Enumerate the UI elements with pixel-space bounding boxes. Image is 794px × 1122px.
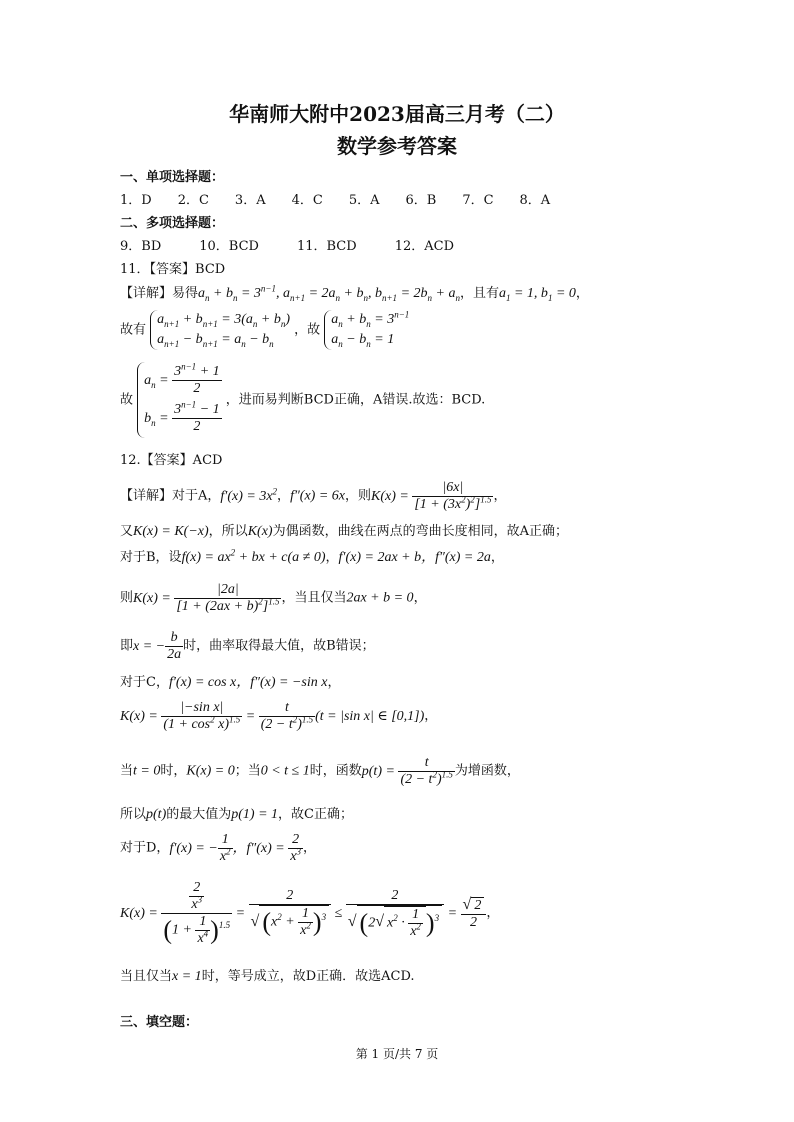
section-single-choice-heading: 一、单项选择题：	[120, 170, 225, 185]
q12-f-second-a: f″(x) = 6x	[290, 488, 345, 504]
q12-curvature-c-line: K(x) = $\frac{\text{|−sin x|}}{(1 + \cos^2 x)^{1.5}}$ = $\frac{t}{(2 - t^2)^{1.5}}$ (t = |sin x| ∈ [0,1])，	[120, 700, 438, 732]
q12-x-equals-1: x = 1	[172, 969, 202, 984]
q11-final-line	[120, 362, 485, 438]
q12-k-symbol: K(x)	[247, 524, 273, 539]
q12-p12-prefix: 当且仅当	[120, 969, 173, 984]
q12-curvature-d: K(x) = $\frac{2}{x^3}$ (1 + $\frac{1}{x^4}$ )$^{1.5}$ = 2 √ ($x^2$ + $\frac{1}{x^2}$ )$^3$ ≤ 2 √ (2√ $x^2$ · $\frac{1}{x^2}$ )$^3$ = $\frac{√ 2}{2}$	[120, 906, 486, 921]
answer-2: 2．C	[177, 193, 209, 208]
q12-p-function: p(t) = $\frac{t}{(2 - t^2)^{1.5}}$	[361, 755, 453, 787]
q11-detail-label: 【详解】易得	[120, 286, 199, 301]
q12-part-c: 对于C，f′(x) = cos x，f″(x) = −sin x，	[120, 675, 341, 690]
q12-derivatives-b: f′(x) = 2ax + b，f″(x) = 2a	[338, 550, 491, 565]
q11-given-text: ，且有	[459, 286, 499, 301]
q12-p8-t3: 时，函数	[309, 763, 362, 779]
section-multi-choice-heading: 二、多项选择题：	[120, 216, 225, 231]
q12-p2-prefix: 又	[120, 524, 134, 539]
q12-part-d: 对于D，f′(x) = − $\frac{1}{x^2}$ ，f″(x) = $\frac{2}{x^3}$ ，	[120, 832, 316, 864]
q12-p2-mid: ，所以	[208, 524, 248, 539]
q12-part-a: 【详解】对于A，$f'(x) = 3x^2$，f″(x) = 6x，则K(x) = $\frac{|6x|}{[1 + (3x^2)^2]^{1.5}}$ ，	[120, 480, 507, 512]
q11-final-prefix: 故	[120, 392, 134, 408]
title-school: 华南师大附中2023届高三月考（二）	[229, 102, 565, 126]
q12-max-line	[120, 803, 353, 823]
q12-p9-prefix: 所以	[120, 807, 147, 822]
q12-p2-text: 为偶函数，曲线在两点的弯曲长度相同，故A正确；	[272, 524, 568, 539]
answer-12: 12．ACD	[394, 239, 454, 254]
q12-even-line	[120, 520, 568, 540]
q12-p-symbol: p(t)	[146, 807, 167, 822]
q12-derivatives-d: f′(x) = − $\frac{1}{x^2}$ ，f″(x) = $\frac{2}{x^3}$	[169, 832, 301, 864]
q12-p8-t2: ；当	[234, 763, 261, 779]
answer-11: 11．BCD	[296, 239, 357, 254]
q12-p12-text: 时，等号成立，故D正确．故选ACD.	[201, 969, 415, 984]
q12-p5-text: 时，曲率取得最大值，故B错误；	[183, 638, 375, 654]
q12-condition-b: 2ax + b = 0	[346, 590, 414, 606]
page-footer: 第 1 页/共 7 页	[355, 1047, 439, 1061]
q12-p8-t4: 为增函数，	[454, 763, 520, 779]
q11-case2-prefix: ，故	[294, 322, 321, 338]
q12-quadratic: $f(x) = ax^2$ + bx + c(a ≠ 0)	[181, 547, 326, 565]
q12-t-zero: t = 0	[133, 763, 161, 779]
title-subject: 数学参考答案	[337, 134, 457, 158]
answer-5: 5．A	[348, 193, 380, 208]
q12-curvature-b: K(x) = $\frac{|2a|}{[1 + (2ax + b)^2]^{1.5}}$	[133, 582, 280, 614]
q12-curvature-d-line: K(x) = $\frac{2}{x^3}$ (1 + $\frac{1}{x^4}$ )$^{1.5}$ = 2 √ ($x^2$ + $\frac{1}{x^2}$ )$^3$ ≤ 2 √ (2√ $x^2$ · $\frac{1}{x^2}$ )$^3$ = $\frac{√ 2}{2}$ ，	[120, 880, 500, 946]
q12-p9-mid: 的最大值为	[166, 807, 232, 822]
answer-3: 3．A	[234, 193, 266, 208]
multi-choice-answers	[120, 235, 492, 254]
q11-final-text: ，进而易判断BCD正确，A错误.故选：BCD.	[225, 392, 486, 408]
q12-p4-prefix: 则	[120, 590, 134, 606]
q12-extreme-line	[120, 630, 375, 663]
q11-answer-line: 11．【答案】BCD	[120, 262, 226, 277]
q12-p8-t1: 时，	[160, 763, 187, 779]
q11-closed-form: $a_n$ = $\frac{3^{n-1} + 1}{2}$ $b_n$ = $\frac{3^{n-1} - 1}{2}$	[137, 362, 221, 438]
q12-p6-prefix: 对于C，	[120, 675, 169, 690]
q12-k-zero: K(x) = 0	[186, 763, 235, 779]
answer-1: 1．D	[120, 193, 152, 208]
q12-curvature-a: K(x) = $\frac{|6x|}{[1 + (3x^2)^2]^{1.5}}$	[371, 480, 492, 512]
q12-p8-prefix: 当	[120, 763, 134, 779]
answer-7: 7．C	[462, 193, 494, 208]
answer-9: 9．BD	[120, 239, 162, 254]
q11-system-1: $a_{n+1} + b_{n+1} = 3(a_n + b_n)$ $a_{n+1} - b_{n+1} = a_n - b_n$	[150, 310, 290, 350]
answer-10: 10．BCD	[199, 239, 259, 254]
q11-detail: 【详解】易得$a_n + b_n = 3^{n-1}$, $a_{n+1} = 2a_n + b_n$, $b_{n+1} = 2b_n + a_n$，且有$a_1 = 1$, $b_1 = 0$，	[120, 283, 589, 303]
q12-vertex: x = − $\frac{b}{2a}$	[133, 630, 182, 662]
answer-6: 6．B	[405, 193, 437, 208]
q12-p3-prefix: 对于B，设	[120, 550, 182, 565]
q12-p5-prefix: 即	[120, 638, 134, 654]
q12-p1-label: 【详解】对于A，	[120, 488, 221, 504]
q11-system-line	[120, 310, 409, 350]
q12-increasing-line	[120, 755, 520, 788]
q12-p10-prefix: 对于D，	[120, 840, 170, 856]
q11-system-2: $a_n + b_n = 3^{n-1}$ $a_n - b_n = 1$	[324, 310, 409, 350]
q12-conclusion	[120, 965, 415, 985]
single-choice-answers	[120, 189, 576, 208]
section-fill-blank-heading: 三、填空题：	[120, 1015, 199, 1030]
q11-case1-prefix: 故有	[120, 322, 147, 338]
q12-p9-text: ，故C正确；	[278, 807, 353, 822]
q12-f-prime-a: $f'(x) = 3x^2$	[220, 486, 278, 504]
answer-8: 8．A	[519, 193, 551, 208]
q11-formula-initial: $a_1 = 1$, $b_1 = 0$	[498, 286, 576, 303]
q12-p1-then: ，则	[344, 488, 371, 504]
answer-4: 4．C	[291, 193, 323, 208]
q12-curvature-c: K(x) = $\frac{\text{|−sin x|}}{(1 + \cos^2 x)^{1.5}}$ = $\frac{t}{(2 - t^2)^{1.5}}$ (t = |sin x| ∈ [0,1])	[120, 700, 425, 732]
q12-p4-text: ，当且仅当	[281, 590, 347, 606]
q12-even-formula: K(x) = K(−x)	[133, 524, 209, 539]
q12-derivatives-c: f′(x) = cos x，f″(x) = −sin x	[168, 675, 328, 690]
q12-answer-line: 12.【答案】ACD	[120, 453, 223, 468]
q12-p-max: p(1) = 1	[231, 807, 279, 822]
q12-part-b: 对于B，设$f(x) = ax^2$ + bx + c(a ≠ 0)，f′(x) = 2ax + b，f″(x) = 2a，	[120, 547, 504, 565]
q12-curvature-b-line: 则K(x) = $\frac{|2a|}{[1 + (2ax + b)^2]^{1.5}}$ ，当且仅当2ax + b = 0，	[120, 582, 427, 614]
q11-formula-given: $a_n + b_n = 3^{n-1}$, $a_{n+1} = 2a_n + b_n$, $b_{n+1} = 2b_n + a_n$	[198, 283, 460, 303]
q12-t-range: 0 < t ≤ 1	[260, 763, 310, 779]
